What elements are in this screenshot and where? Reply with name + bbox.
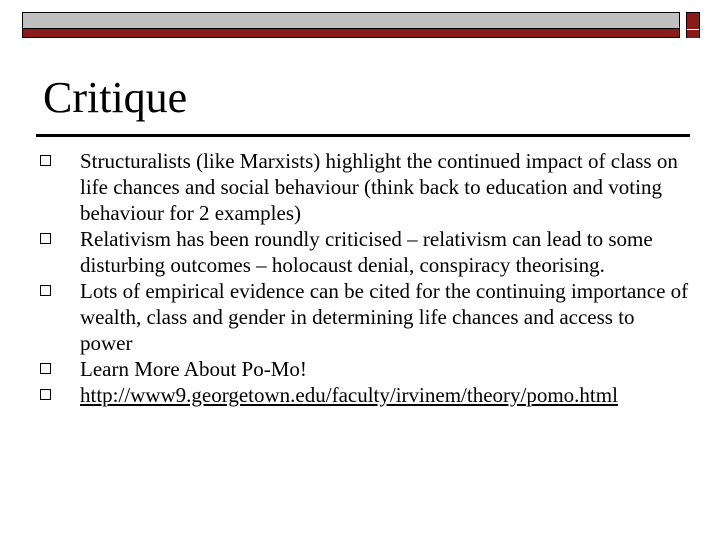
hollow-square-bullet-icon — [40, 233, 51, 244]
bullet-item-link — [40, 382, 690, 408]
slide-title: Critique — [43, 73, 188, 122]
corner-block-bottom — [687, 30, 699, 38]
corner-block-top — [687, 13, 699, 29]
header-gray-stripe — [22, 12, 680, 29]
header-red-stripe — [22, 29, 680, 38]
title-underline-rule — [36, 134, 690, 137]
bullet-text: Structuralists (like Marxists) highlight the continued impact of class on life chances and social behaviour (think back to education and voting behaviour for 2 examples) — [80, 149, 678, 225]
hollow-square-bullet-icon — [40, 363, 51, 374]
bullet-item-structuralists — [40, 148, 690, 226]
bullet-text: Learn More About Po-Mo! — [80, 357, 307, 381]
bullet-list — [40, 148, 690, 408]
bullet-item-empirical-evidence — [40, 278, 690, 356]
hollow-square-bullet-icon — [40, 285, 51, 296]
hollow-square-bullet-icon — [40, 155, 51, 166]
bullet-text: Relativism has been roundly criticised – relativism can lead to some disturbing outcomes – holocaust denial, conspiracy theorising. — [80, 227, 653, 277]
pomo-theory-link[interactable]: http://www9.georgetown.edu/faculty/irvinem/theory/pomo.html — [80, 383, 618, 407]
bullet-item-learn-more — [40, 356, 690, 382]
header-corner-block — [686, 12, 700, 38]
header-decoration-band — [22, 12, 680, 38]
bullet-text: Lots of empirical evidence can be cited for the continuing importance of wealth, class and gender in determining life chances and access to power — [80, 279, 689, 355]
bullet-item-relativism — [40, 226, 690, 278]
hollow-square-bullet-icon — [40, 389, 51, 400]
